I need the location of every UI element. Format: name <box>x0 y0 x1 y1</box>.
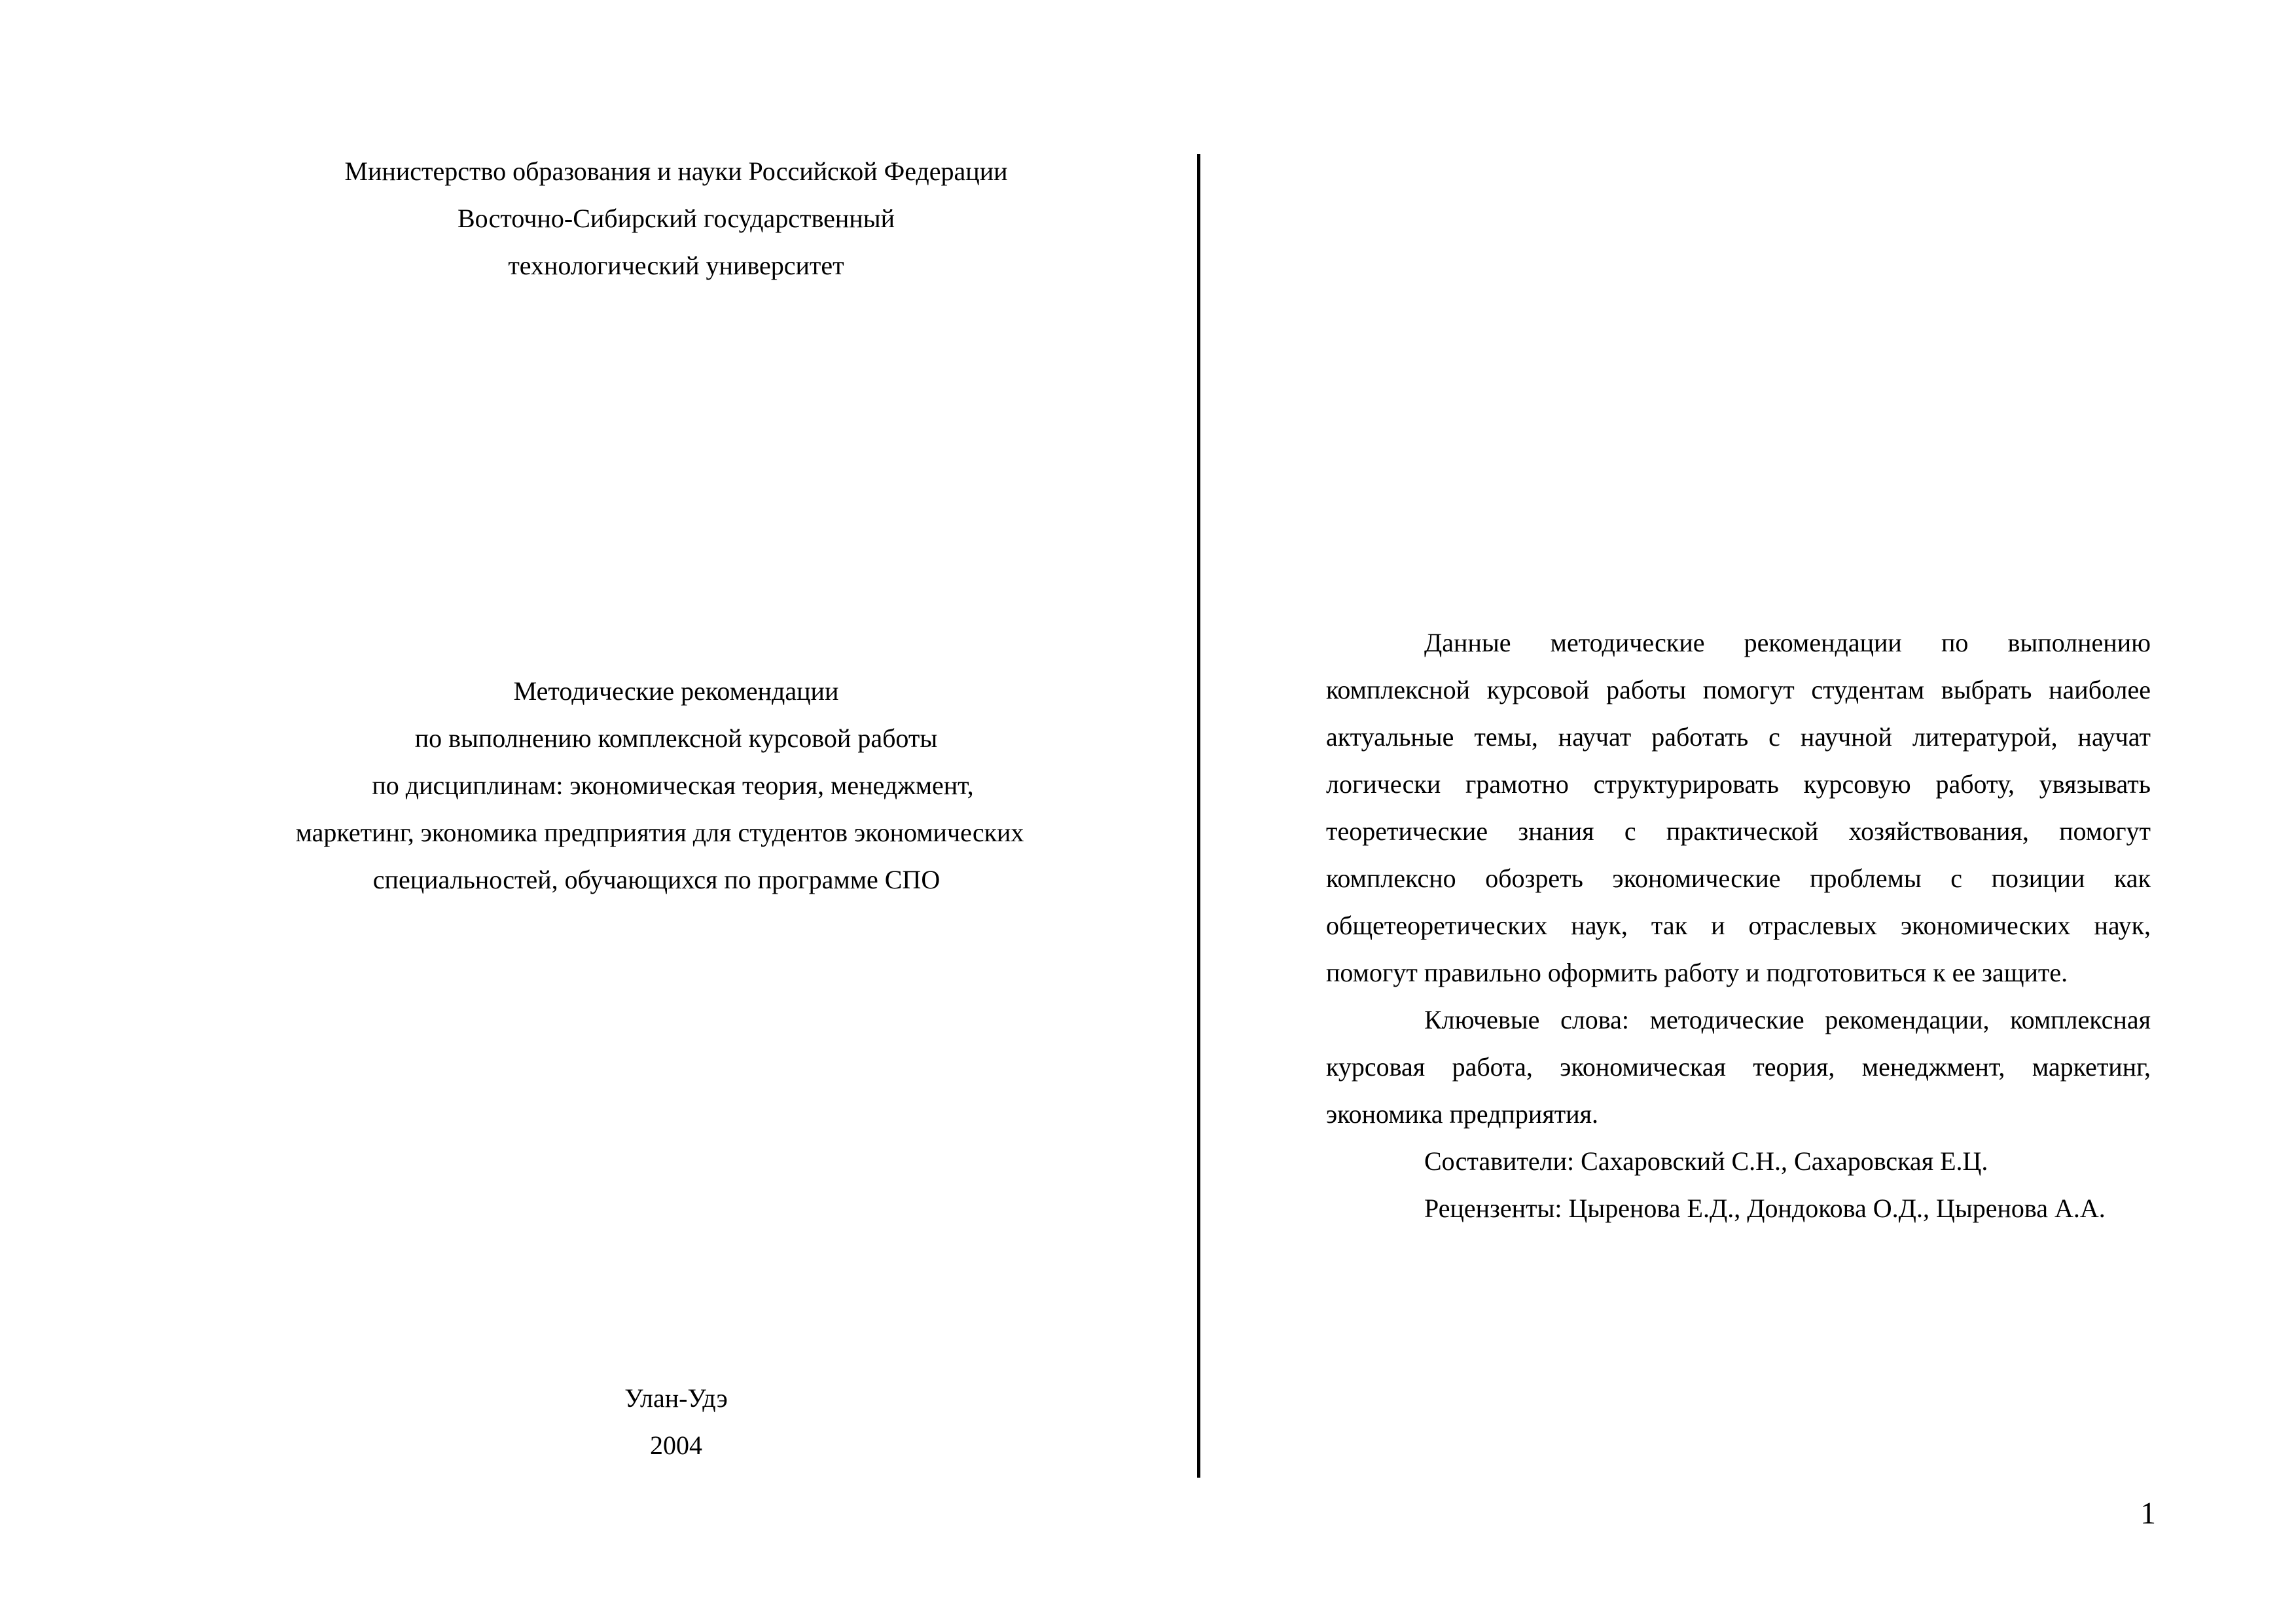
page-divider <box>1197 154 1200 1478</box>
abstract-line: актуальные темы, научат работать с научной литературой, научат <box>1326 722 2151 752</box>
reviewers: Рецензенты: Цыренова Е.Д., Дондокова О.Д., Цыренова А.А. <box>1424 1194 2106 1223</box>
abstract-line: общетеоретических наук, так и отраслевых экономических наук, <box>1326 911 2151 940</box>
title-line-2: по выполнению комплексной курсовой работы <box>414 723 938 753</box>
abstract-line: комплексной курсовой работы помогут студентам выбрать наиболее <box>1326 675 2151 704</box>
page-number: 1 <box>2140 1496 2156 1531</box>
title-line-4: маркетинг, экономика предприятия для студентов экономических <box>295 818 1024 847</box>
keywords-line: курсовая работа, экономическая теория, менеджмент, маркетинг, <box>1326 1052 2151 1082</box>
university-line-1: Восточно-Сибирский государственный <box>457 204 895 233</box>
document-title <box>0 668 1202 903</box>
city: Улан-Удэ <box>624 1383 728 1413</box>
keywords-line: Ключевые слова: методические рекомендации, комплексная <box>1424 1005 2151 1034</box>
year: 2004 <box>650 1431 702 1460</box>
abstract-text <box>1326 619 2151 1232</box>
title-line-5: специальностей, обучающихся по программе СПО <box>372 865 941 894</box>
ministry-line: Министерство образования и науки Российской Федерации <box>344 156 1008 186</box>
abstract-line: теоретические знания с практической хозяйствования, помогут <box>1326 816 2151 846</box>
authors: Составители: Сахаровский С.Н., Сахаровская Е.Ц. <box>1424 1146 1988 1176</box>
abstract-line: помогут правильно оформить работу и подготовиться к ее защите. <box>1326 958 2068 987</box>
abstract-line: комплексно обозреть экономические проблемы с позиции как <box>1326 864 2151 893</box>
university-line-2: технологический университет <box>508 251 844 280</box>
right-page <box>1202 0 2296 1623</box>
keywords-line: экономика предприятия. <box>1326 1099 1598 1129</box>
title-line-1: Методические рекомендации <box>513 676 839 706</box>
abstract-line: Данные методические рекомендации по выполнению <box>1424 628 2151 657</box>
abstract-line: логически грамотно структурировать курсовую работу, увязывать <box>1326 769 2151 799</box>
institution-header <box>0 148 1202 289</box>
imprint <box>0 1375 1202 1469</box>
title-line-3: по дисциплинам: экономическая теория, менеджмент, <box>372 771 974 800</box>
